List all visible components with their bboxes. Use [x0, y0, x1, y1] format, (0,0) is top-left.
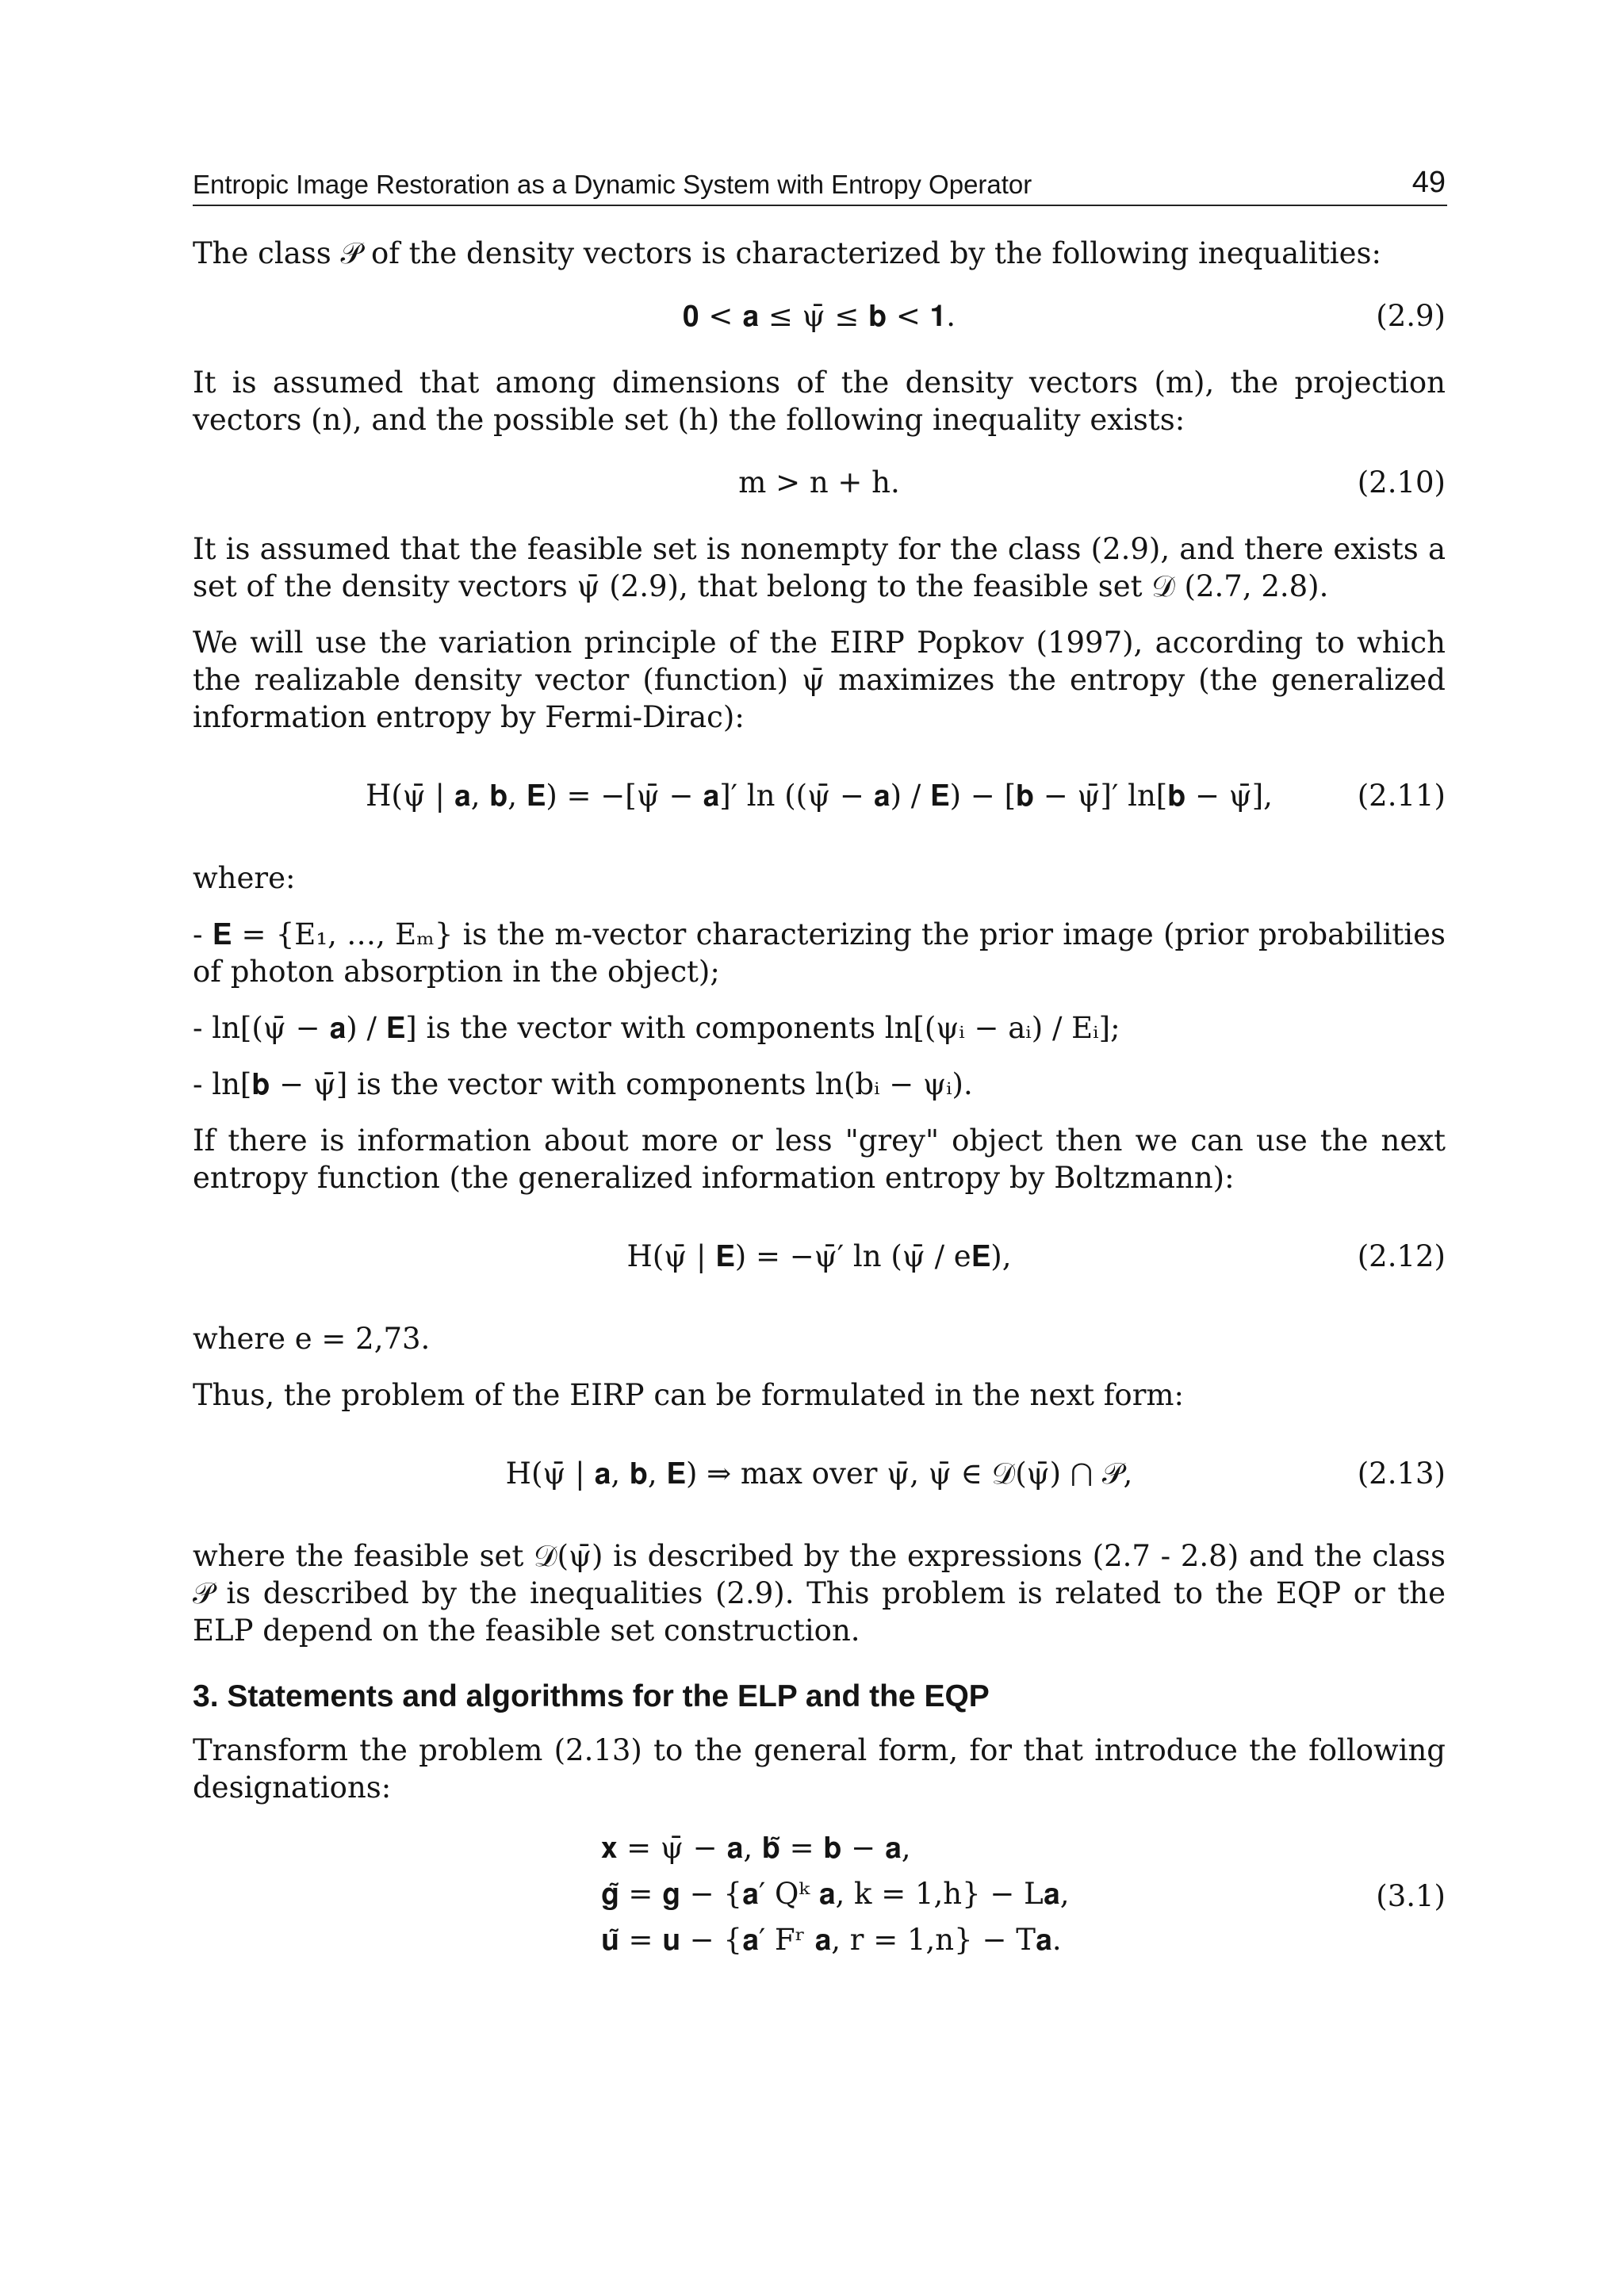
equation-number: (2.12): [1357, 1239, 1446, 1273]
equation-body: H(ψ̄ | 𝐄) = −ψ̄′ ln (ψ̄ / e𝐄),: [626, 1239, 1012, 1273]
paragraph-feasible-description: where the feasible set 𝒟(ψ̄) is described by the expressions (2.7 - 2.8) and the class 𝒫 is described by the inequalities (2.9). This problem is related to the EQP or the ELP depend on the feasible set construction.: [193, 1539, 1446, 1648]
equation-number: (2.13): [1357, 1457, 1446, 1491]
paragraph-where: where:: [193, 861, 296, 895]
equation-number: (2.9): [1376, 299, 1446, 333]
paragraph-class-p: The class 𝒫 of the density vectors is characterized by the following inequalities:: [193, 236, 1381, 270]
page-body: [193, 235, 1446, 1992]
equation-number: (2.10): [1357, 465, 1446, 500]
equation-lines: [601, 1825, 1069, 1963]
equation-2-10: [193, 457, 1446, 513]
paragraph-where-e: where e = 2,73.: [193, 1322, 431, 1356]
equation-body: H(ψ̄ | 𝐚, 𝐛, 𝐄) ⇒ max over ψ̄, ψ̄ ∈ 𝒟(ψ̄) ⋂ 𝒫,: [505, 1457, 1133, 1491]
list-item-prior-image: - 𝐄 = {E₁, …, Eₘ} is the m-vector characterizing the prior image (prior probabilities of photon absorption in the object);: [193, 917, 1446, 989]
equation-body: m > n + h.: [738, 465, 900, 500]
equation-body: 𝟎 < 𝐚 ≤ ψ̄ ≤ 𝐛 < 𝟏.: [683, 299, 956, 333]
list-item-log-vector: - ln[(ψ̄ − 𝐚) / 𝐄] is the vector with components ln[(ψᵢ − aᵢ) / Eᵢ];: [193, 1011, 1120, 1045]
list-item-log-b-vector: - ln[𝐛 − ψ̄] is the vector with components ln(bᵢ − ψᵢ).: [193, 1067, 973, 1101]
equation-2-11: [193, 755, 1446, 842]
equation-number: (2.11): [1357, 779, 1446, 813]
paragraph-transform: Transform the problem (2.13) to the general form, for that introduce the following designations:: [193, 1733, 1446, 1805]
equation-2-13: [193, 1433, 1446, 1520]
equation-line: 𝐠̃ = 𝐠 − {𝐚′ Qᵏ 𝐚, k = 1,h} − L𝐚,: [601, 1877, 1070, 1911]
paragraph-dimensions: It is assumed that among dimensions of the density vectors (m), the projection vectors (n), and the possible set (h) the following inequality exists:: [193, 366, 1446, 437]
page-number: 49: [1411, 166, 1446, 199]
equation-number: (3.1): [1376, 1879, 1446, 1913]
header-title: Entropic Image Restoration as a Dynamic System with Entropy Operator: [193, 170, 1032, 199]
paragraph-grey-object: If there is information about more or less "grey" object then we can use the next entropy function (the generalized information entropy by Boltzmann):: [193, 1124, 1446, 1195]
equation-2-9: [193, 291, 1446, 346]
equation-body: H(ψ̄ | 𝐚, 𝐛, 𝐄) = −[ψ̄ − 𝐚]′ ln ((ψ̄ − 𝐚) / 𝐄) − [𝐛 − ψ̄]′ ln[𝐛 − ψ̄],: [366, 779, 1273, 813]
equation-3-1: [193, 1825, 1446, 1984]
running-header: [193, 168, 1447, 206]
paragraph-problem-formulation: Thus, the problem of the EIRP can be formulated in the next form:: [193, 1378, 1184, 1412]
equation-line: 𝐱 = ψ̄ − 𝐚, 𝐛̃ = 𝐛 − 𝐚,: [601, 1831, 911, 1865]
equation-2-12: [193, 1215, 1446, 1303]
section-heading: 3. Statements and algorithms for the ELP and the EQP: [193, 1679, 990, 1713]
equation-line: 𝐮̃ = 𝐮 − {𝐚′ Fʳ 𝐚, r = 1,n} − T𝐚.: [601, 1923, 1062, 1957]
paragraph-variation-principle: We will use the variation principle of the EIRP Popkov (1997), according to which the realizable density vector (function) ψ̄ maximizes the entropy (the generalized information entropy by Fermi-Dirac):: [193, 626, 1446, 734]
paragraph-feasible-set: It is assumed that the feasible set is nonempty for the class (2.9), and there exists a set of the density vectors ψ̄ (2.9), that belong to the feasible set 𝒟 (2.7, 2.8).: [193, 532, 1446, 603]
